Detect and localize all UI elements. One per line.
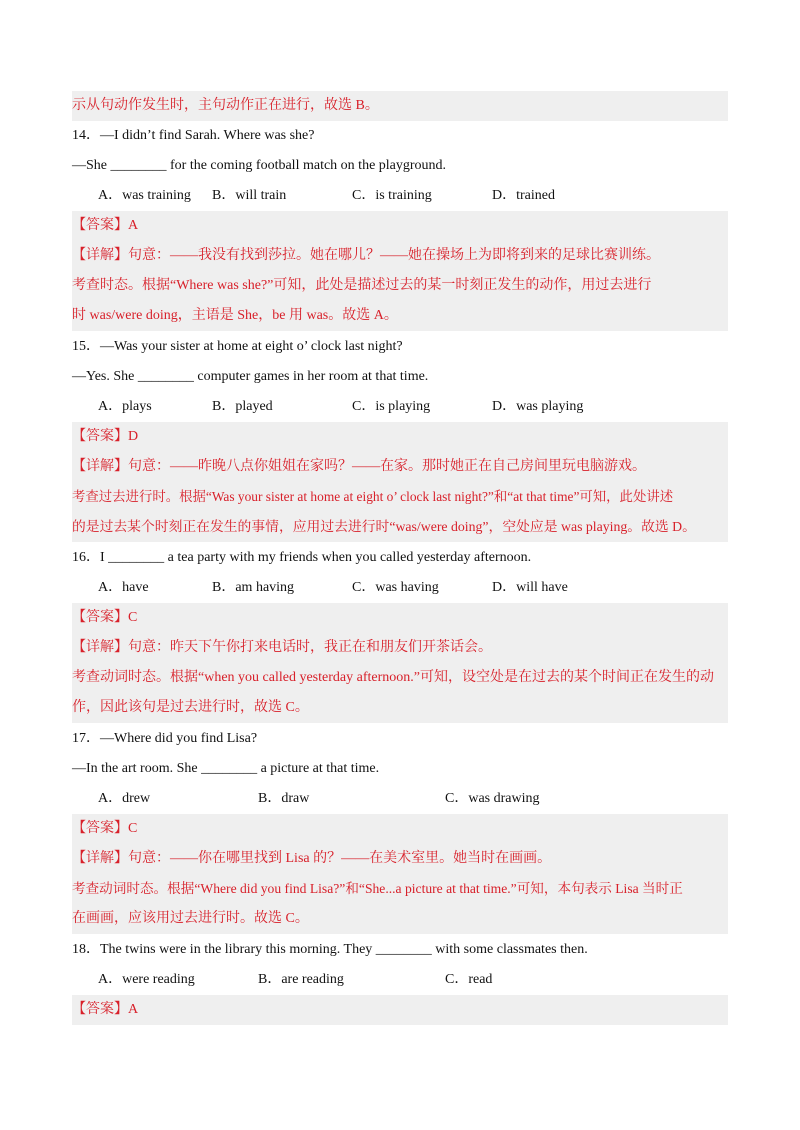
option-a: A．were reading <box>98 972 195 987</box>
option-a: A．have <box>98 580 149 595</box>
question-17-line2: —In the art room. She ________ a picture at that time. <box>72 761 380 776</box>
option-c: C．was drawing <box>445 791 540 806</box>
option-d: D．trained <box>492 188 555 203</box>
answer-15: 【答案】D <box>72 422 728 452</box>
option-c: C．is playing <box>352 399 431 414</box>
option-b: B．draw <box>258 791 310 806</box>
question-14-options <box>72 181 728 211</box>
option-b: B．played <box>212 399 273 414</box>
option-a: A．drew <box>98 791 151 806</box>
option-b: B．will train <box>212 188 287 203</box>
explanation-16-line1: 考查动词时态。根据“when you called yesterday afternoon.”可知，设空处是在过去的某个时间正在发生的动 <box>72 663 728 693</box>
question-15-options <box>72 392 728 422</box>
question-15-line2: —Yes. She ________ computer games in her room at that time. <box>72 369 429 384</box>
question-17-options <box>72 784 728 814</box>
explanation-15-line2: 的是过去某个时刻正在发生的事情，应用过去进行时“was/were doing”，空处应是 was playing。故选 D。 <box>72 512 728 542</box>
explanation-14-line1: 考查时态。根据“Where was she?”可知，此处是描述过去的某一时刻正发生的动作，用过去进行 <box>72 271 728 301</box>
question-16 <box>72 543 728 573</box>
option-b: B．are reading <box>258 972 344 987</box>
question-15 <box>72 332 728 362</box>
explanation-17-line2: 在画画，应该用过去进行时。故选 C。 <box>72 904 728 934</box>
option-c: C．read <box>445 972 493 987</box>
option-c: C．was having <box>352 580 439 595</box>
explanation-15-line1: 考查过去进行时。根据“Was your sister at home at eight o’ clock last night?”和“at that time”可知，此处讲述 <box>72 482 728 512</box>
answer-14: 【答案】A <box>72 211 728 241</box>
question-text: —Where did you find Lisa? <box>100 731 258 746</box>
explanation-14-line2: 时 was/were doing，主语是 She，be 用 was。故选 A。 <box>72 301 728 331</box>
option-a: A．was training <box>98 188 191 203</box>
question-number: 16． <box>72 550 100 565</box>
question-number: 15． <box>72 339 100 354</box>
answer-16: 【答案】C <box>72 603 728 633</box>
detail-17: 【详解】句意：——你在哪里找到 Lisa 的？——在美术室里。她当时在画画。 <box>72 844 728 874</box>
question-text: —I didn’t find Sarah. Where was she? <box>100 128 315 143</box>
explanation-tail: 示从句动作发生时，主句动作正在进行，故选 B。 <box>72 91 728 121</box>
detail-16: 【详解】句意：昨天下午你打来电话时，我正在和朋友们开茶话会。 <box>72 633 728 663</box>
option-c: C．is training <box>352 188 432 203</box>
detail-15: 【详解】句意：——昨晚八点你姐姐在家吗？——在家。那时她正在自己房间里玩电脑游戏。 <box>72 452 728 482</box>
option-b: B．am having <box>212 580 295 595</box>
question-text: I ________ a tea party with my friends when you called yesterday afternoon. <box>100 550 532 565</box>
question-17 <box>72 724 728 754</box>
question-14-line2: —She ________ for the coming football match on the playground. <box>72 158 447 173</box>
option-a: A．plays <box>98 399 152 414</box>
question-number: 17． <box>72 731 100 746</box>
answer-18: 【答案】A <box>72 995 728 1025</box>
question-14 <box>72 121 728 151</box>
option-d: D．was playing <box>492 399 584 414</box>
explanation-16-line2: 作，因此该句是过去进行时，故选 C。 <box>72 693 728 723</box>
question-text: The twins were in the library this morning. They ________ with some classmates then. <box>100 942 588 957</box>
detail-14: 【详解】句意：——我没有找到莎拉。她在哪儿？——她在操场上为即将到来的足球比赛训练。 <box>72 241 728 271</box>
option-d: D．will have <box>492 580 568 595</box>
explanation-17-line1: 考查动词时态。根据“Where did you find Lisa?”和“She...a picture at that time.”可知，本句表示 Lisa 当时正 <box>72 874 728 904</box>
question-18-options <box>72 965 728 995</box>
answer-17: 【答案】C <box>72 814 728 844</box>
question-16-options <box>72 573 728 603</box>
question-number: 14． <box>72 128 100 143</box>
question-text: —Was your sister at home at eight o’ clock last night? <box>100 339 403 354</box>
question-18 <box>72 935 728 965</box>
question-number: 18． <box>72 942 100 957</box>
